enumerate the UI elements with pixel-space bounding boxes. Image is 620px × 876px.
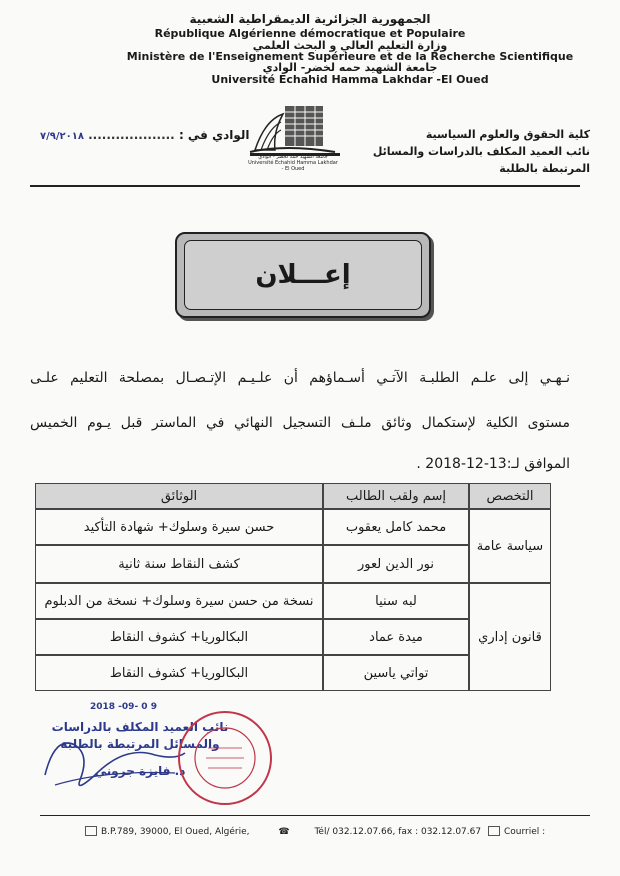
announcement-line-3: الموافق لـ:13-12-2018 .	[416, 456, 570, 472]
date-line	[40, 128, 250, 142]
header-divider	[30, 185, 580, 187]
stamp-line-1: نائب العميد المكلف بالدراسات	[51, 720, 229, 734]
student-cell: محمد كامل يعقوب	[323, 509, 469, 545]
student-cell: لبه سنيا	[323, 583, 469, 619]
announcement-title-box	[175, 232, 431, 318]
documents-cell: كشف النقاط سنة ثانية	[35, 545, 323, 583]
logo-caption: جامعة الشهيد حمه لخضر - الوادي Université Echahid Hamma Lakhdar - El Oued	[248, 154, 338, 172]
documents-cell: البكالوريا+ كشوف النقاط	[35, 619, 323, 655]
table-header-row	[35, 483, 551, 509]
footer	[85, 826, 549, 837]
table-row	[35, 509, 551, 545]
faculty-block	[370, 126, 590, 177]
faculty-seal-icon	[170, 708, 280, 808]
phone-icon: ☎	[278, 826, 290, 837]
stamp-date: 2018 -09- 0 9	[90, 702, 157, 712]
stamp-name: د. فايزة جروني	[94, 764, 186, 778]
announcement-title: إعـــلان	[184, 240, 422, 310]
documents-cell: البكالوريا+ كشوف النقاط	[35, 655, 323, 691]
student-cell: ميدة عماد	[323, 619, 469, 655]
university-ar: جامعة الشهيد حمه لخضر- الوادي	[262, 61, 438, 74]
handwritten-date: ٧/٩/٢٠١٨	[40, 131, 84, 142]
footer-address: B.P.789, 39000, El Oued, Algérie,	[101, 826, 250, 837]
mail-icon	[85, 826, 97, 836]
specialty-cell: سياسة عامة	[469, 509, 551, 583]
republic-ar: الجمهورية الجزائرية الديمقراطية الشعبية	[189, 12, 431, 26]
table-row	[35, 583, 551, 619]
republic-fr: République Algérienne démocratique et Populaire	[154, 27, 466, 40]
documents-cell: نسخة من حسن سيرة وسلوك+ نسخة من الدبلوم	[35, 583, 323, 619]
university-fr: Université Echahid Hamma Lakhdar -El Oued	[211, 73, 489, 86]
header-specialty: التخصص	[469, 483, 551, 509]
email-icon	[488, 826, 500, 836]
deputy-title: نائب العميد المكلف بالدراسات والمسائل المرتبطة بالطلبة	[372, 145, 590, 175]
date-dots: ...................	[88, 128, 175, 142]
footer-phone: Tél/ 032.12.07.66, fax : 032.12.07.67	[314, 826, 482, 837]
students-table	[35, 483, 551, 691]
footer-divider	[40, 815, 590, 816]
stamp-line-2: والمسائل المرتبطة بالطلبة	[60, 737, 220, 751]
announcement-line-1: نـهـي إلى علـم الطلبـة الآتـي أسـماؤهم أن علـيـم الإتـصـال بمصلحة التعليم علـى	[30, 370, 570, 386]
ministry-ar: وزارة التعليم العالي و البحث العلمي	[252, 39, 448, 52]
documents-cell: حسن سيرة وسلوك+ شهادة التأكيد	[35, 509, 323, 545]
header-documents: الوثائق	[35, 483, 323, 509]
ministry-fr: Ministère de l'Enseignement Supérieure et de la Recherche Scientifique	[126, 50, 574, 63]
header-student: إسم ولقب الطالب	[323, 483, 469, 509]
faculty-name: كلية الحقوق والعلوم السياسية	[425, 128, 590, 141]
date-label: الوادي في :	[178, 128, 250, 142]
student-cell: نور الدين لعور	[323, 545, 469, 583]
footer-email: Courriel :	[503, 826, 546, 837]
student-cell: تواتي ياسين	[323, 655, 469, 691]
specialty-cell: قانون إداري	[469, 583, 551, 691]
announcement-line-2: مستوى الكلية لإستكمال وثائق ملـف التسجيل النهائي في الماستر قبل يـوم الخميس	[30, 415, 570, 431]
